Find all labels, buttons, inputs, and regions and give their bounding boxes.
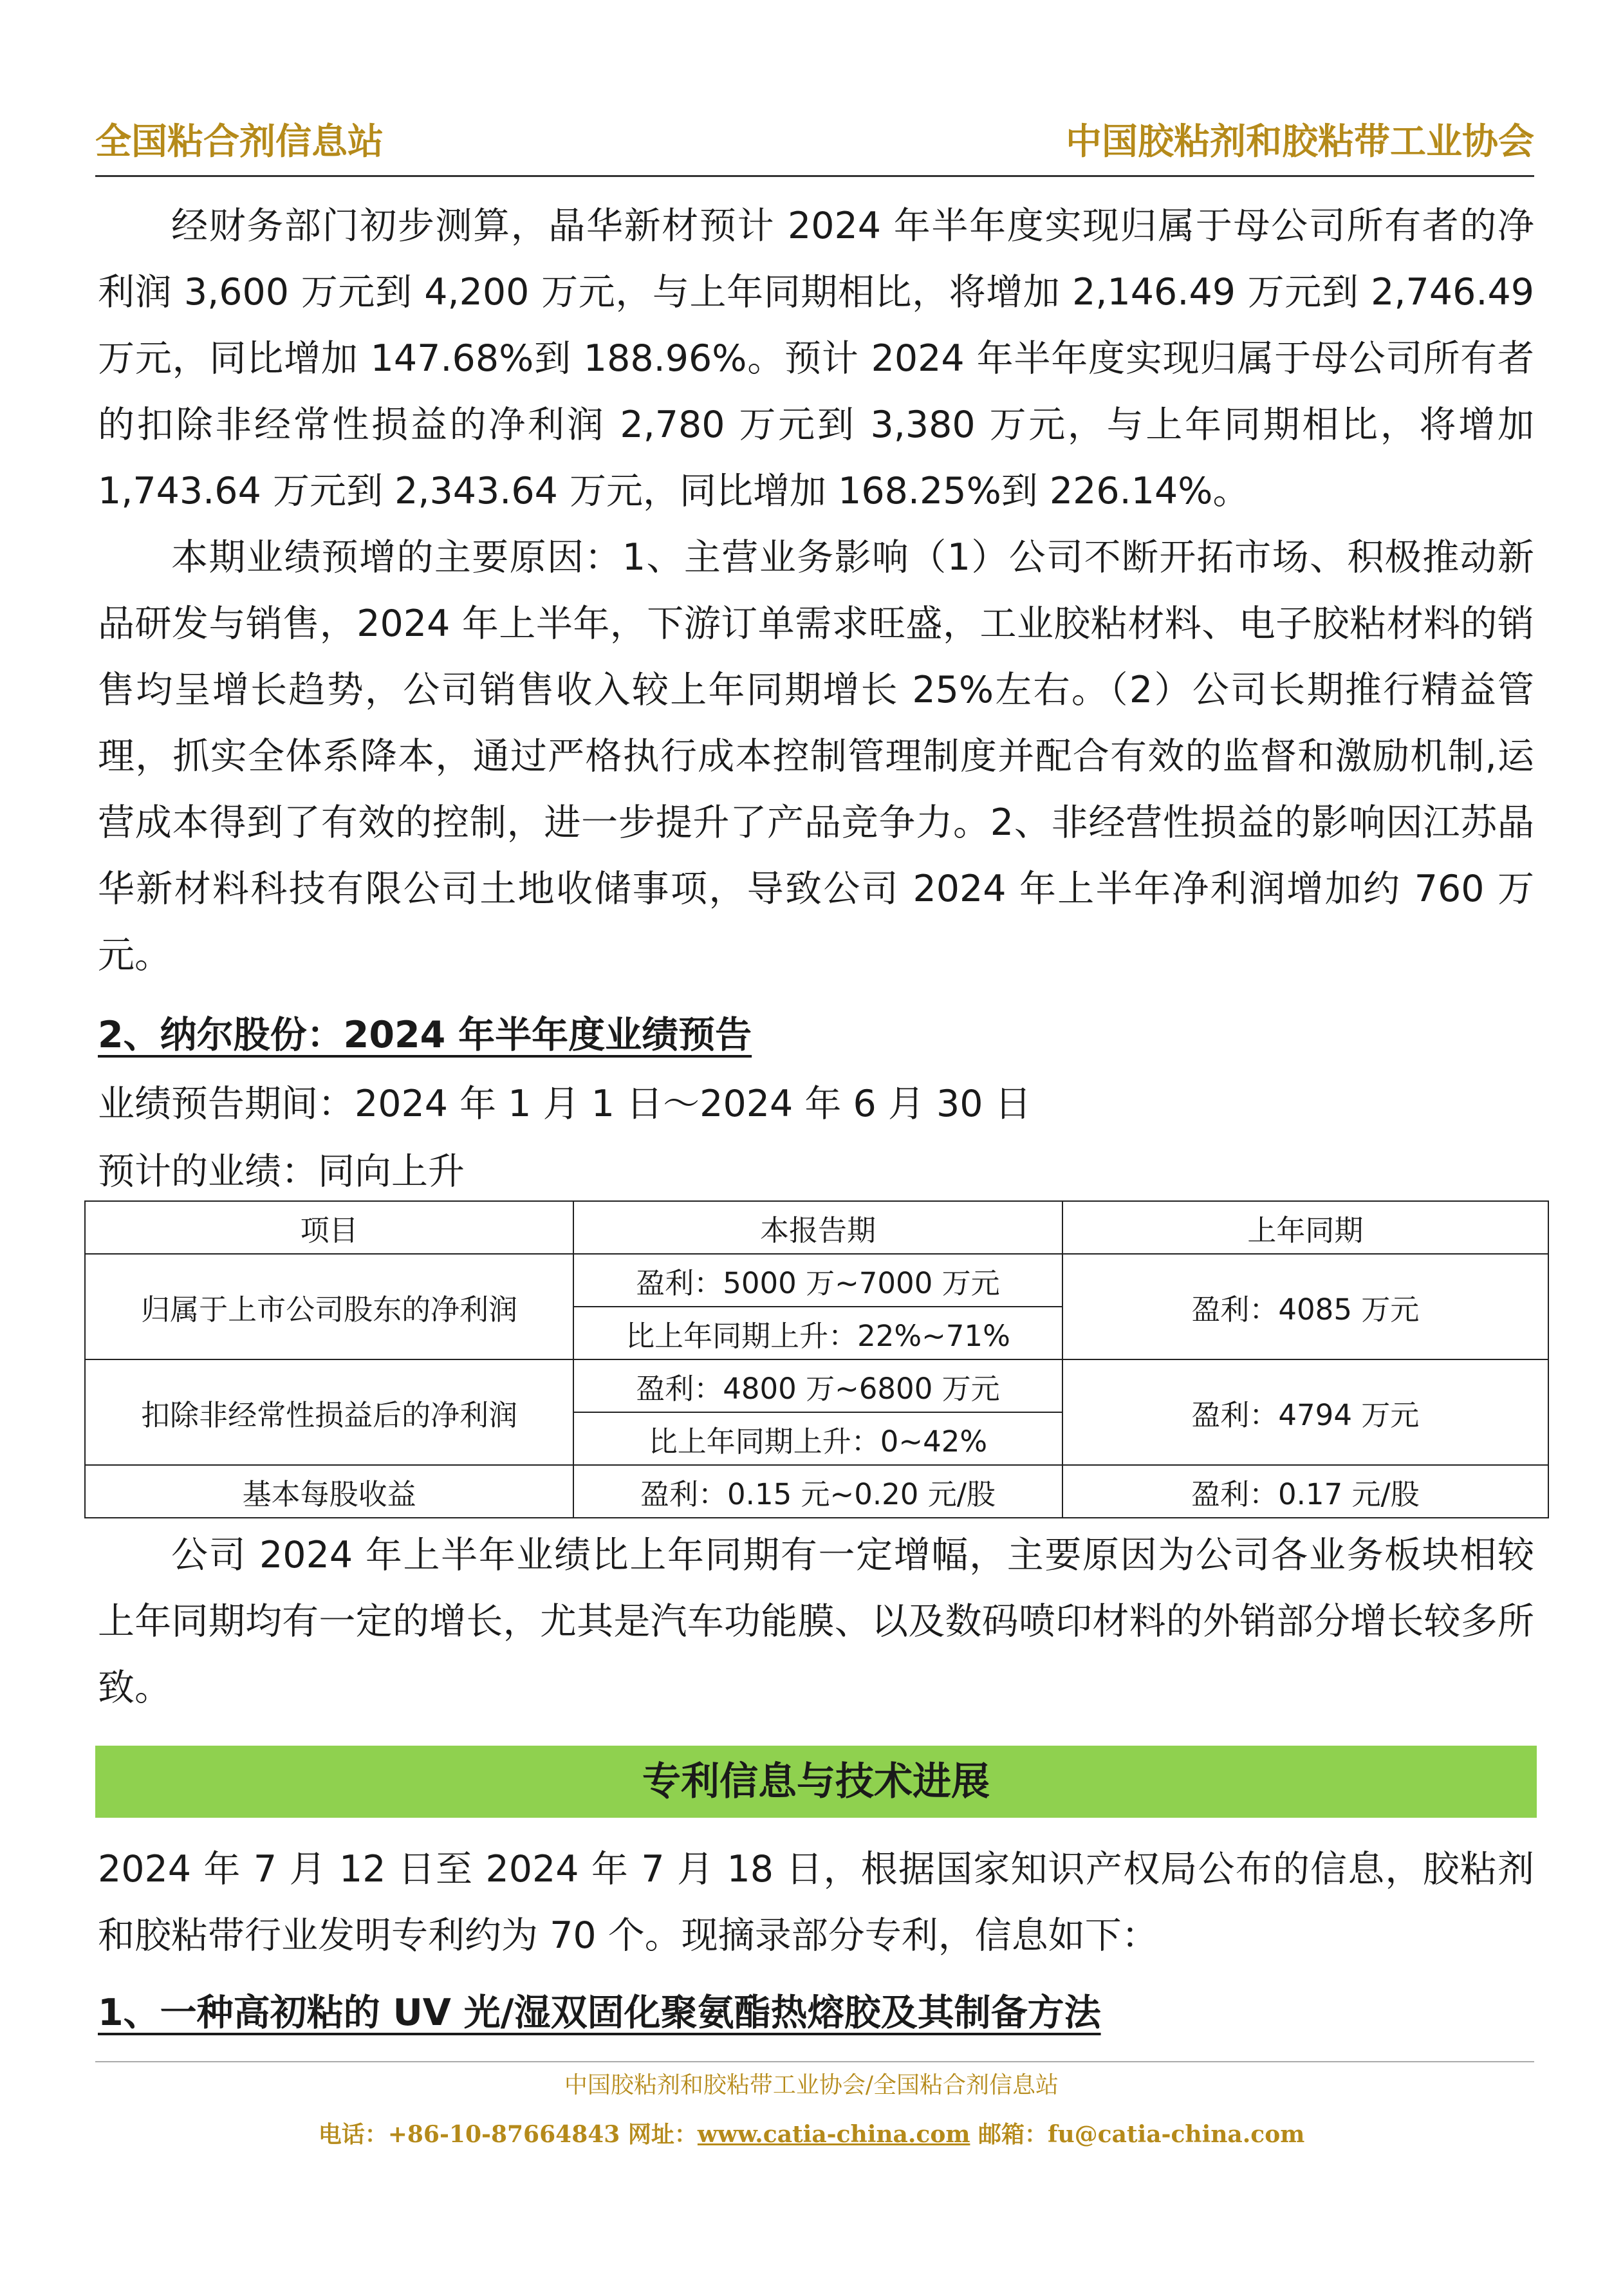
header-site-name: 全国粘合剂信息站 <box>95 120 384 163</box>
table-current-cell: 比上年同期上升：0~42% <box>573 1412 1062 1465</box>
table-header-cell: 项目 <box>85 1201 573 1254</box>
forecast-direction: 预计的业绩：同向上升 <box>98 1150 465 1193</box>
table-current-cell: 盈利：0.15 元~0.20 元/股 <box>573 1465 1062 1518</box>
paragraph-jinghua-forecast: 经财务部门初步测算，晶华新材预计 2024 年半年度实现归属于母公司所有者的净利润 3,600 万元到 4,200 万元，与上年同期相比，将增加 2,146.49 万元到 2,746.49 万元，同比增加 147.68%到 188.96%。预计 2024 年半年度实现归属于母公司所有者的扣除非经常性损益的净利润 2,780 万元到 3,380 万元，与上年同期相比，将增加 1,743.64 万元到 2,343.64 万元，同比增加 168.25%到 226.14%。 <box>98 205 1534 512</box>
footer-email[interactable]: fu@catia-china.com <box>1048 2121 1305 2148</box>
table-row <box>85 1254 1548 1307</box>
table-header-cell: 上年同期 <box>1062 1201 1548 1254</box>
paragraph-patent-intro: 2024 年 7 月 12 日至 2024 年 7 月 18 日，根据国家知识产权局公布的信息，胶粘剂和胶粘带行业发明专利约为 70 个。现摘录部分专利，信息如下： <box>98 1848 1534 1957</box>
footer-phone: +86-10-87664843 <box>387 2121 620 2148</box>
table-current-cell: 比上年同期上升：22%~71% <box>573 1307 1062 1359</box>
table-header-row <box>85 1201 1548 1254</box>
paragraph-nar-reasons: 公司 2024 年上半年业绩比上年同期有一定增幅，主要原因为公司各业务板块相较上年同期均有一定的增长，尤其是汽车功能膜、以及数码喷印材料的外销部分增长较多所致。 <box>98 1534 1534 1709</box>
table-item-cell: 归属于上市公司股东的净利润 <box>85 1254 573 1359</box>
footer-divider <box>95 2061 1534 2062</box>
footer-website-link[interactable]: www.catia-china.com <box>697 2121 970 2148</box>
header-divider <box>95 175 1534 177</box>
table-current-cell: 盈利：5000 万~7000 万元 <box>573 1254 1062 1307</box>
table-item-cell: 基本每股收益 <box>85 1465 573 1518</box>
table-prior-cell: 盈利：4085 万元 <box>1062 1254 1548 1359</box>
paragraph-jinghua-reasons: 本期业绩预增的主要原因：1、主营业务影响（1）公司不断开拓市场、积极推动新品研发与销售，2024 年上半年，下游订单需求旺盛，工业胶粘材料、电子胶粘材料的销售均呈增长趋势，公司销售收入较上年同期增长 25%左右。（2）公司长期推行精益管理，抓实全体系降本，通过严格执行成本控制管理制度并配合有效的监督和激励机制,运营成本得到了有效的控制，进一步提升了产品竞争力。2、非经营性损益的影响因江苏晶华新材料科技有限公司土地收储事项，导致公司 2024 年上半年净利润增加约 760 万元。 <box>98 536 1534 976</box>
table-current-cell: 盈利：4800 万~6800 万元 <box>573 1359 1062 1412</box>
table-header-cell: 本报告期 <box>573 1201 1062 1254</box>
table-item-cell: 扣除非经常性损益后的净利润 <box>85 1359 573 1465</box>
footer-phone-label: 电话： <box>318 2121 388 2148</box>
table-row <box>85 1465 1548 1518</box>
table-row <box>85 1359 1548 1412</box>
section-heading-nar: 2、纳尔股份：2024 年半年度业绩预告 <box>98 1014 752 1056</box>
patent-heading: 1、一种高初粘的 UV 光/湿双固化聚氨酯热熔胶及其制备方法 <box>98 1992 1101 2034</box>
table-prior-cell: 盈利：4794 万元 <box>1062 1359 1548 1465</box>
footer-web-label: 网址： <box>627 2121 698 2148</box>
forecast-period: 业绩预告期间：2024 年 1 月 1 日～2024 年 6 月 30 日 <box>98 1083 1032 1125</box>
performance-table <box>84 1200 1549 1518</box>
footer-contact <box>0 2115 1623 2154</box>
footer-mail-label: 邮箱： <box>978 2121 1048 2148</box>
page-header <box>95 116 1534 167</box>
footer-organization: 中国胶粘剂和胶粘带工业协会/全国粘合剂信息站 <box>564 2072 1059 2098</box>
section-banner <box>95 1746 1537 1818</box>
header-association-name: 中国胶粘剂和胶粘带工业协会 <box>1066 120 1534 163</box>
banner-title: 专利信息与技术进展 <box>642 1759 990 1804</box>
table-prior-cell: 盈利：0.17 元/股 <box>1062 1465 1548 1518</box>
